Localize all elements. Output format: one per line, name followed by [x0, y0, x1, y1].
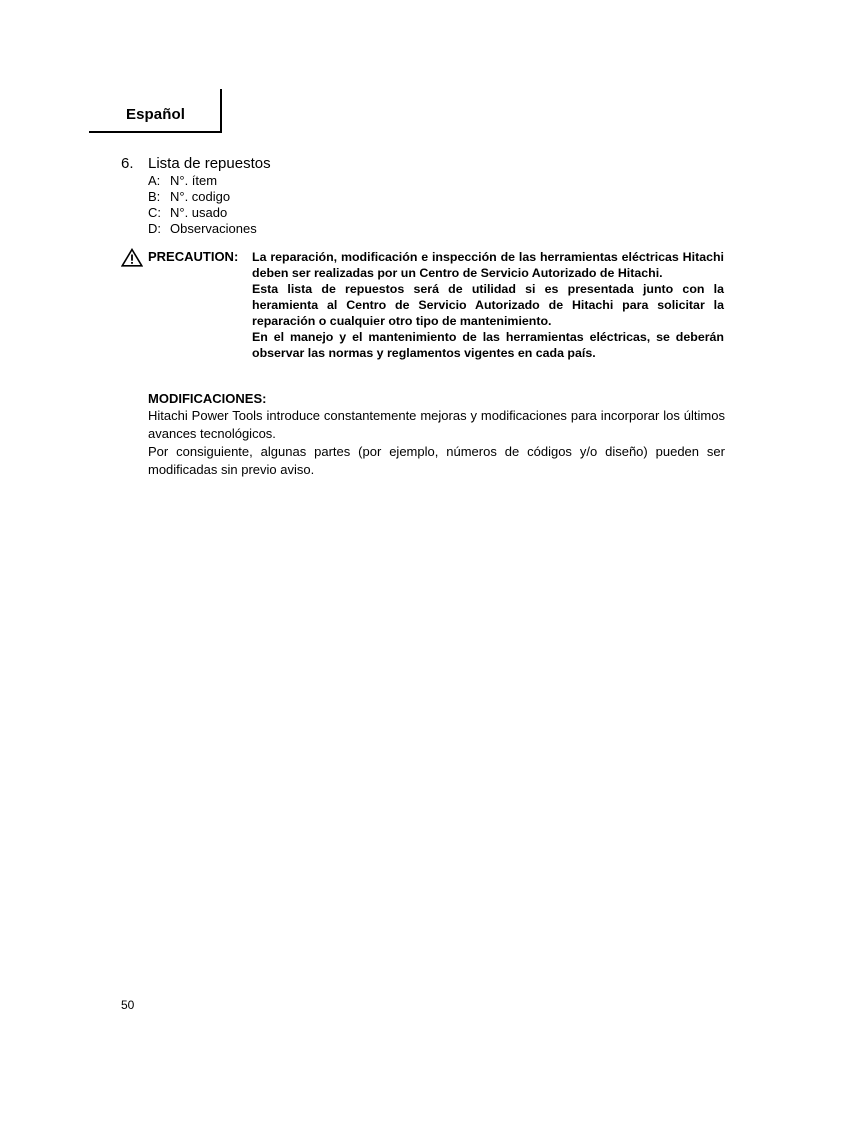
legend-text: N°. codigo: [170, 189, 231, 204]
modificaciones-paragraph: Hitachi Power Tools introduce constantemente mejoras y modificaciones para incorporar los últimos avances tecnológicos.: [148, 408, 725, 441]
precaution-paragraph: En el manejo y el mantenimiento de las herramientas eléctricas, se deberán observar las normas y reglamentos vigentes en cada país.: [252, 330, 724, 360]
legend-item: [148, 189, 257, 205]
section-heading: [121, 155, 271, 173]
precaution-paragraph: Esta lista de repuestos será de utilidad si es presentada junto con la heramienta al Centro de Servicio Autorizado de Hitachi para solicitar la reparación o cualquier otro tipo de mantenimiento.: [252, 282, 724, 328]
language-tab: [89, 89, 222, 133]
legend-item: [148, 205, 257, 221]
legend-key: D:: [148, 221, 161, 236]
precaution-block: [121, 248, 725, 378]
modificaciones-text: [148, 407, 725, 479]
section-number: 6.: [121, 155, 134, 172]
page-number: 50: [121, 998, 135, 1012]
precaution-label: PRECAUTION:: [148, 249, 239, 264]
legend-key: B:: [148, 189, 161, 204]
modificaciones-heading: MODIFICACIONES:: [148, 391, 267, 406]
legend-text: Observaciones: [170, 221, 257, 236]
parts-legend-list: [148, 173, 257, 237]
precaution-paragraph: La reparación, modificación e inspección de las herramientas eléctricas Hitachi deben ser realizadas por un Centro de Servicio Autorizado de Hitachi.: [252, 250, 724, 280]
modificaciones-section: [148, 390, 725, 479]
legend-key: A:: [148, 173, 161, 188]
legend-item: [148, 173, 257, 189]
legend-item: [148, 221, 257, 237]
section-title: Lista de repuestos: [148, 155, 271, 172]
legend-key: C:: [148, 205, 161, 220]
legend-text: N°. ítem: [170, 173, 218, 188]
warning-triangle-icon: [121, 248, 143, 267]
precaution-text: [252, 249, 724, 361]
legend-text: N°. usado: [170, 205, 228, 220]
modificaciones-paragraph: Por consiguiente, algunas partes (por ejemplo, números de códigos y/o diseño) pueden ser modificadas sin previo aviso.: [148, 444, 725, 477]
language-tab-label: Español: [126, 106, 186, 123]
